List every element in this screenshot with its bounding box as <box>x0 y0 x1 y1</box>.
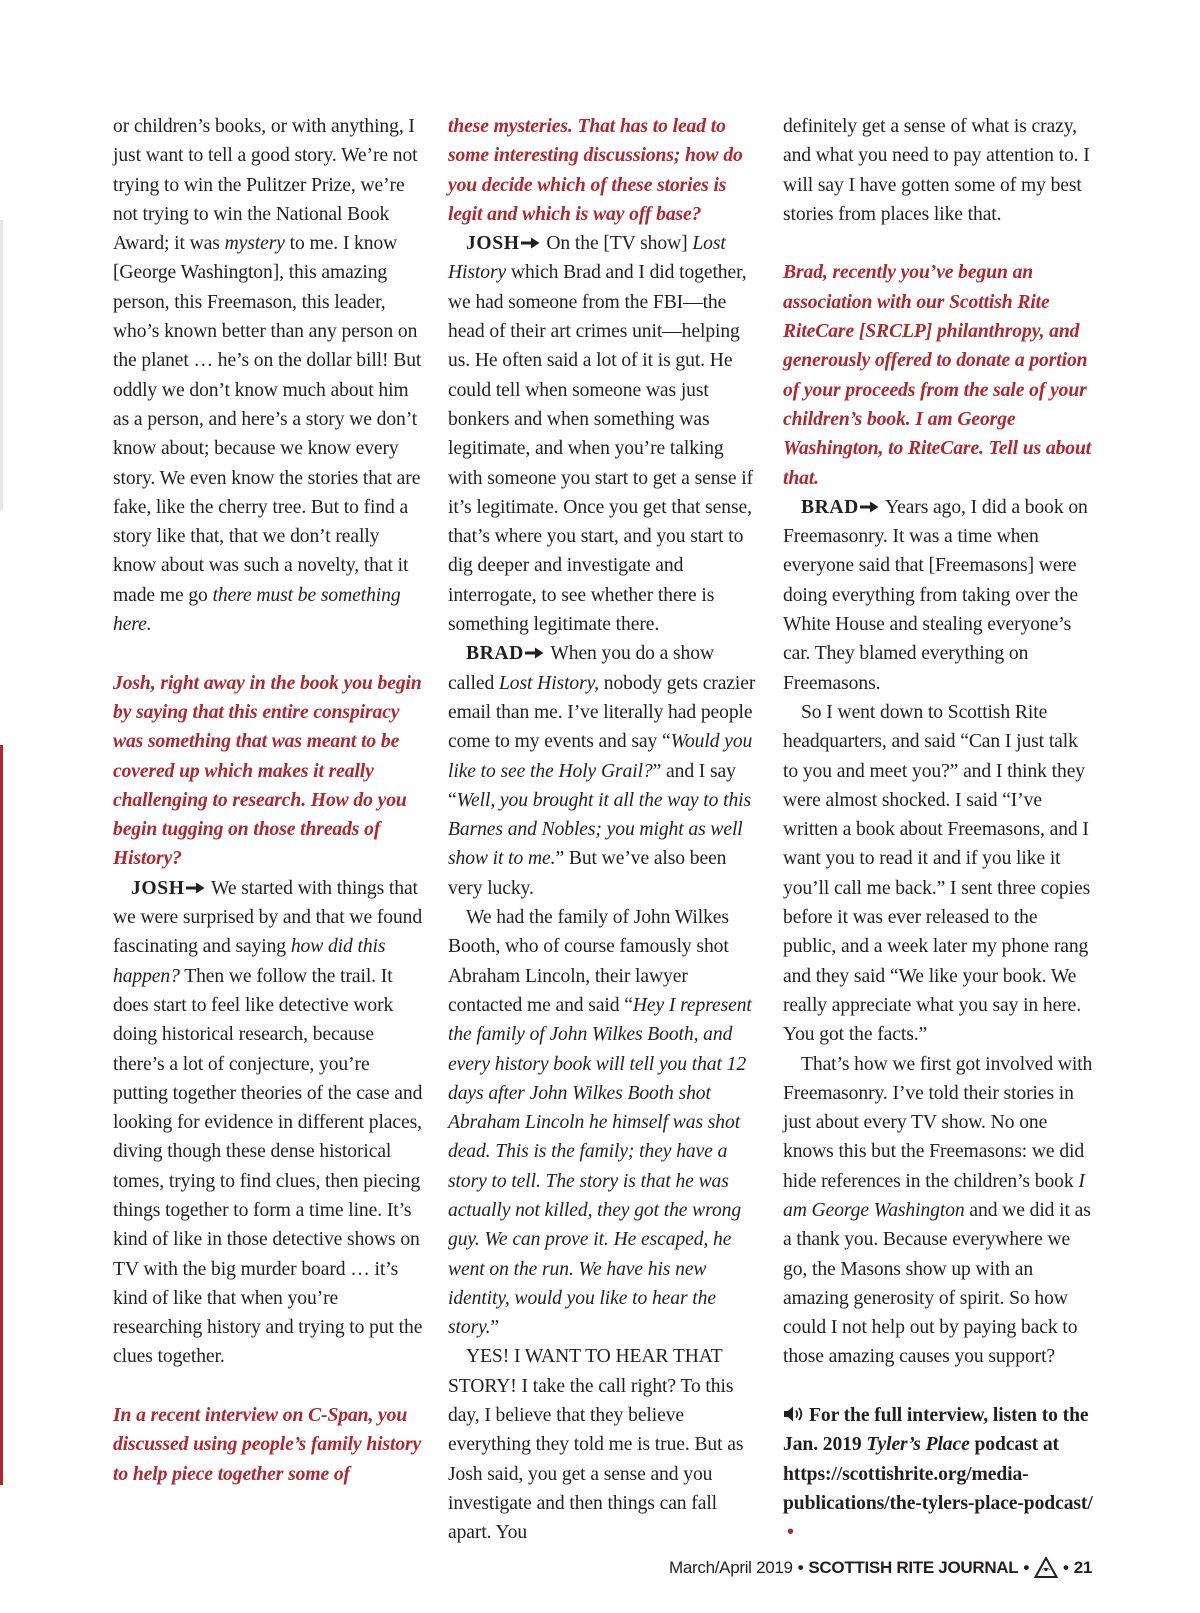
arrow-right-icon <box>186 882 205 894</box>
separator: • <box>797 1558 804 1577</box>
double-eagle-emblem-icon <box>1034 1557 1058 1579</box>
interview-question: Brad, recently you’ve begun an association with our Scottish Rite RiteCare [SRCLP] philanthropy, and generously offered to donate a portion of your proceeds from the sale of your children’s book. I am George Washington, to RiteCare. Tell us about that. <box>783 262 1092 489</box>
answer-paragraph: JOSH We started with things that we were surprised by and that we found fascinating and saying how did this happen? Then we follow the trail. It does start to feel like detective work doing historical research, because there’s a lot of conjecture, you’re putting together theories of the case and looking for evidence in different places, diving though these dense historical tomes, trying to find clues, then piecing things together to form a time line. It’s kind of like in those detective shows on TV with the big murder board … it’s kind of like that when you’re researching history and trying to put the clues together. <box>113 877 423 1368</box>
answer-paragraph: BRAD When you do a show called Lost History, nobody gets crazier email than me. I’ve literally had people come to my events and say “Would you like to see the Holy Grail?” and I say “Well, you brought it all the way to this Barnes and Nobles; you might as well show it to me.” But we’ve also been very lucky. <box>448 643 756 899</box>
interview-question: these mysteries. That has to lead to some interesting discussions; how do you decide which of these stories is legit and which is way off base? <box>448 116 743 225</box>
arrow-right-icon <box>525 647 544 659</box>
separator: • <box>1023 1558 1030 1577</box>
column-2 <box>448 112 760 1548</box>
interview-question: In a recent interview on C-Span, you discussed using people’s family history to help piece together some of <box>113 1405 422 1485</box>
paragraph: YES! I WANT TO HEAR THAT STORY! I take the call right? To this day, I believe that they believe everything they told me is true. But as Josh said, you get a sense and you investigate and then things can fall apart. You <box>448 1346 744 1544</box>
page-number: 21 <box>1073 1558 1092 1577</box>
paragraph: That’s how we first got involved with Freemasonry. I’ve told their stories in just about every TV show. No one knows this but the Freemasons: we did hide references in the children’s book I am George Washington and we did it as a thank you. Because everywhere we go, the Masons show up with an amazing generosity of spirit. So how could I not help out by paying back to those amazing causes you support? <box>783 1053 1093 1368</box>
speaker-label: BRAD <box>466 643 524 665</box>
paragraph: So I went down to Scottish Rite headquarters, and said “Can I just talk to you and meet you?” and I think they were almost shocked. I said “I’ve written a book about Freemasons, and I want you to read it and if you like it you’ll call me back.” I sent three copies before it was ever released to the public, and a week later my phone rang and they said “We like your book. We really appreciate what you say in here. You got the facts.” <box>783 701 1091 1046</box>
answer-paragraph: JOSH On the [TV show] Lost History which Brad and I did together, we had someone from the FBI—the head of their art crimes unit—helping us. He often said a lot of it is gut. He could tell when someone was just bonkers and when something was legitimate, and when you’re talking with someone you start to get a sense if it’s legitimate. Once you get that sense, that’s where you start, and you start to dig deeper and investigate and interrogate, to see whether there is something legitimate there. <box>448 233 754 636</box>
journal-name: SCOTTISH RITE JOURNAL <box>808 1558 1019 1577</box>
answer-paragraph: BRAD Years ago, I did a book on Freemasonry. It was a time when everyone said that [Freemasons] were doing everything from taking over the White House and stealing everyone’s car. They blamed everything on Freemasons. <box>783 496 1088 694</box>
page-footer <box>669 1553 1092 1583</box>
paragraph: We had the family of John Wilkes Booth, who of course famously shot Abraham Lincoln, their lawyer contacted me and said “Hey I represent the family of John Wilkes Booth, and every history book will tell you that 12 days after John Wilkes Booth shot Abraham Lincoln he himself was shot dead. This is the family; they have a story to tell. The story is that he was actually not killed, they got the wrong guy. We can prove it. He escaped, he went on the run. We have his new identity, would you like to hear the story.” <box>448 907 752 1339</box>
interview-question: Josh, right away in the book you begin by saying that this entire conspiracy was something that was meant to be covered up which makes it really challenging to research. How do you begin tugging on those threads of History? <box>113 672 422 870</box>
speaker-icon <box>783 1405 805 1423</box>
podcast-note: For the full interview, listen to the Jan. 2019 Tyler’s Place podcast at https://scottishrite.org/media-publications/the-tylers-place-podcast/• <box>783 1405 1093 1544</box>
arrow-right-icon <box>521 237 540 249</box>
column-3 <box>783 112 1095 1548</box>
arrow-right-icon <box>860 501 879 513</box>
speaker-label: JOSH <box>131 877 185 899</box>
page-edge-mark <box>0 220 3 510</box>
page-edge-accent <box>0 745 3 1485</box>
paragraph: definitely get a sense of what is crazy, and what you need to pay attention to. I will say I have gotten some of my best stories from places like that. <box>783 116 1090 225</box>
speaker-label: JOSH <box>466 233 520 255</box>
paragraph: or children’s books, or with anything, I just want to tell a good story. We’re not trying to win the Pulitzer Prize, we’re not trying to win the National Book Award; it was mystery to me. I know [George Washington], this amazing person, this Freemason, this leader, who’s known better than any person on the planet … he’s on the dollar bill! But oddly we don’t know much about him as a person, and here’s a story we don’t know about; because we know every story. We even know the stories that are fake, like the cherry tree. But to find a story like that, that we don’t really know about was such a novelty, that it made me go there must be something here. <box>113 116 422 636</box>
issue-date: March/April 2019 <box>669 1558 793 1577</box>
speaker-label: BRAD <box>801 496 859 518</box>
separator: • <box>1063 1558 1069 1577</box>
end-mark: • <box>787 1522 794 1544</box>
podcast-link[interactable]: podcast at https://scottishrite.org/media-publications/the-tylers-place-podcast/ <box>783 1434 1093 1514</box>
column-1 <box>113 112 425 1489</box>
